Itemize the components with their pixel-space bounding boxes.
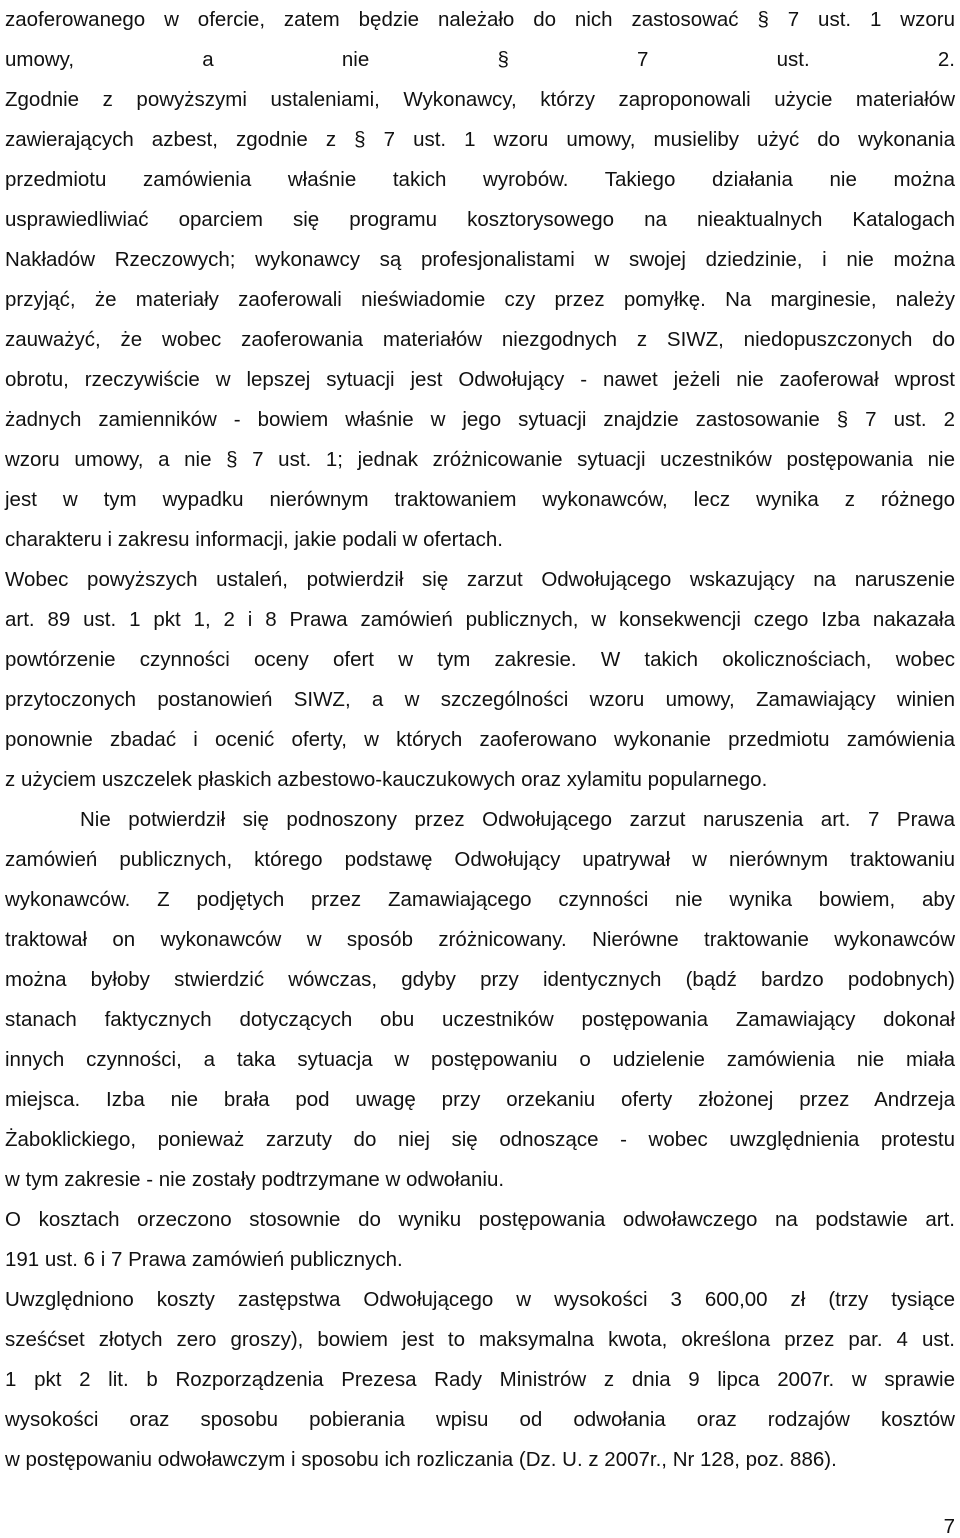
text-line: miejsca. Izba nie brała pod uwagę przy orzekaniu oferty złożonej przez Andrzeja	[5, 1088, 955, 1111]
paragraph	[5, 0, 955, 560]
text-line: z użyciem uszczelek płaskich azbestowo-kauczukowych oraz xylamitu popularnego.	[5, 768, 768, 791]
text-line: obrotu, rzeczywiście w lepszej sytuacji jest Odwołujący - nawet jeżeli nie zaoferował wprost	[5, 368, 955, 391]
text-line: przedmiotu zamówienia właśnie takich wyrobów. Takiego działania nie można	[5, 168, 955, 191]
text-line: wykonawców. Z podjętych przez Zamawiającego czynności nie wynika bowiem, aby	[5, 888, 955, 911]
text-line: zaoferowanego w ofercie, zatem będzie należało do nich zastosować § 7 ust. 1 wzoru	[5, 8, 955, 31]
paragraph	[5, 1200, 955, 1280]
document-page	[5, 0, 955, 1480]
text-line: przytoczonych postanowień SIWZ, a w szczególności wzoru umowy, Zamawiający winien	[5, 688, 955, 711]
text-line: Zgodnie z powyższymi ustaleniami, Wykonawcy, którzy zaproponowali użycie materiałów	[5, 88, 955, 111]
text-line: wzoru umowy, a nie § 7 ust. 1; jednak zróżnicowanie sytuacji uczestników postępowania nie	[5, 448, 955, 471]
text-line: stanach faktycznych dotyczących obu uczestników postępowania Zamawiający dokonał	[5, 1008, 955, 1031]
text-line: żadnych zamienników - bowiem właśnie w jego sytuacji znajdzie zastosowanie § 7 ust. 2	[5, 408, 955, 431]
text-line: ponownie zbadać i ocenić oferty, w których zaoferowano wykonanie przedmiotu zamówienia	[5, 728, 955, 751]
text-line: usprawiedliwiać oparciem się programu kosztorysowego na nieaktualnych Katalogach	[5, 208, 955, 231]
text-line: zawierających azbest, zgodnie z § 7 ust. 1 wzoru umowy, musieliby użyć do wykonania	[5, 128, 955, 151]
text-line: można byłoby stwierdzić wówczas, gdyby przy identycznych (bądź bardzo podobnych)	[5, 968, 955, 991]
text-line: Nakładów Rzeczowych; wykonawcy są profesjonalistami w swojej dziedzinie, i nie można	[5, 248, 955, 271]
text-line: art. 89 ust. 1 pkt 1, 2 i 8 Prawa zamówień publicznych, w konsekwencji czego Izba nakazała	[5, 608, 955, 631]
text-line: 191 ust. 6 i 7 Prawa zamówień publicznych.	[5, 1248, 403, 1271]
text-line: umowy, a nie § 7 ust. 2.	[5, 48, 955, 71]
page-number: 7	[943, 1515, 955, 1538]
text-line: 1 pkt 2 lit. b Rozporządzenia Prezesa Rady Ministrów z dnia 9 lipca 2007r. w sprawie	[5, 1368, 955, 1391]
document-body	[5, 0, 955, 1480]
paragraph	[5, 1280, 955, 1480]
text-line: Wobec powyższych ustaleń, potwierdził się zarzut Odwołującego wskazujący na naruszenie	[5, 568, 955, 591]
text-line: powtórzenie czynności oceny ofert w tym zakresie. W takich okolicznościach, wobec	[5, 648, 955, 671]
text-line: zamówień publicznych, którego podstawę Odwołujący upatrywał w nierównym traktowaniu	[5, 848, 955, 871]
text-line: zauważyć, że wobec zaoferowania materiałów niezgodnych z SIWZ, niedopuszczonych do	[5, 328, 955, 351]
paragraph	[5, 800, 955, 1200]
text-line: charakteru i zakresu informacji, jakie podali w ofertach.	[5, 528, 503, 551]
text-line: Nie potwierdził się podnoszony przez Odwołującego zarzut naruszenia art. 7 Prawa	[80, 808, 955, 831]
text-line: traktował on wykonawców w sposób zróżnicowany. Nierówne traktowanie wykonawców	[5, 928, 955, 951]
text-line: wysokości oraz sposobu pobierania wpisu od odwołania oraz rodzajów kosztów	[5, 1408, 955, 1431]
text-line: w postępowaniu odwoławczym i sposobu ich rozliczania (Dz. U. z 2007r., Nr 128, poz. 886).	[5, 1448, 837, 1471]
text-line: w tym zakresie - nie zostały podtrzymane w odwołaniu.	[5, 1168, 505, 1191]
paragraph	[5, 560, 955, 800]
text-line: Uwzględniono koszty zastępstwa Odwołującego w wysokości 3 600,00 zł (trzy tysiące	[5, 1288, 955, 1311]
text-line: innych czynności, a taka sytuacja w postępowaniu o udzielenie zamówienia nie miała	[5, 1048, 955, 1071]
text-line: O kosztach orzeczono stosownie do wyniku postępowania odwoławczego na podstawie art.	[5, 1208, 955, 1231]
text-line: przyjąć, że materiały zaoferowali nieświadomie czy przez pomyłkę. Na marginesie, należy	[5, 288, 955, 311]
text-line: sześćset złotych zero groszy), bowiem jest to maksymalna kwota, określona przez par. 4 ust.	[5, 1328, 955, 1351]
text-line: Żaboklickiego, ponieważ zarzuty do niej się odnoszące - wobec uwzględnienia protestu	[5, 1128, 955, 1151]
text-line: jest w tym wypadku nierównym traktowaniem wykonawców, lecz wynika z różnego	[5, 488, 955, 511]
